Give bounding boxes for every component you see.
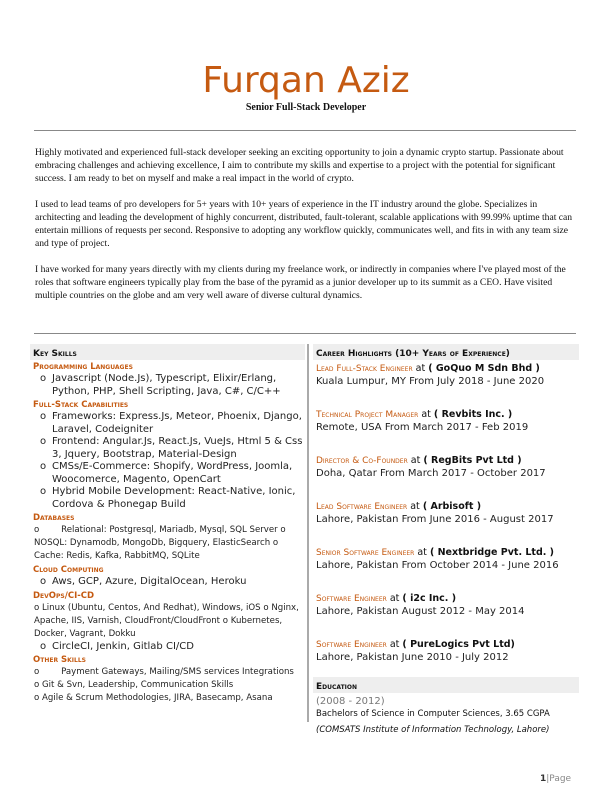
company-name: ( Arbisoft ) — [422, 501, 482, 512]
company-name: ( Revbits Inc. ) — [433, 409, 513, 420]
job-role: Software Engineer — [316, 594, 387, 604]
section-heading: Key Skills — [30, 344, 305, 360]
column-divider — [307, 344, 309, 722]
job-location-dates: Lahore, Pakistan August 2012 - May 2014 — [316, 606, 525, 617]
job-location-dates: Lahore, Pakistan From October 2014 - June 2016 — [316, 560, 559, 571]
candidate-name: Furqan Aziz — [202, 60, 410, 101]
at-label: at — [410, 455, 421, 466]
section-heading: Education — [313, 677, 579, 693]
skill-text: o Linux (Ubuntu, Centos, And Redhat), Windows, iOS o Nginx, Apache, IIS, Varnish, CloudFront/CloudFront o Kubernetes, Docker, Vagrant, Dokku — [34, 602, 299, 639]
page-number: 1 — [540, 774, 547, 784]
subheading: Cloud Computing — [33, 565, 104, 575]
skill-text: o Relational: Postgresql, Mariadb, Mysql, SQL Server o NOSQL: Dynamodb, MongoDb, Bigquery, ElasticSearch o Cache: Redis, Kafka, RabbitMQ, SQLite — [34, 525, 289, 561]
job-role: Lead Full-Stack Engineer — [316, 364, 413, 374]
skill-item: o Frameworks: Express.Js, Meteor, Phoenix, Django, Laravel, Codeigniter — [44, 411, 305, 436]
job-entry — [316, 363, 576, 390]
subheading: Other Skills — [33, 655, 86, 665]
job-role: Senior Software Engineer — [316, 548, 415, 558]
subheading: Programming Languages — [33, 362, 133, 372]
job-location-dates: Remote, USA From March 2017 - Feb 2019 — [316, 422, 529, 433]
company-name: ( Nextbridge Pvt. Ltd. ) — [429, 547, 555, 558]
skill-item: o Javascript (Node.Js), Typescript, Elixir/Erlang, Python, PHP, Shell Scripting, Java, C#, C/C++ — [44, 373, 305, 398]
divider — [34, 130, 576, 131]
job-location-dates: Lahore, Pakistan June 2010 - July 2012 — [316, 652, 509, 663]
at-label: at — [415, 363, 426, 374]
skill-item: o CircleCI, Jenkin, Gitlab CI/CD — [44, 641, 305, 654]
summary-paragraph: Highly motivated and experienced full-stack developer seeking an exciting opportunity to join a dynamic crypto startup. Passionate about embracing challenges and achieving excellence, I aim to contribute my skills and expertise to a project with the potential for significant success. I am ready to bet on myself and make a real impact in the world of crypto. — [35, 147, 564, 184]
job-role: Software Engineer — [316, 640, 387, 650]
summary — [35, 146, 575, 315]
summary-paragraph: I used to lead teams of pro developers for 5+ years with 10+ years of experience in the IT industry around the globe. Specializes in architecting and leading the development of highly concurrent, distributed, fault-tolerant, scalable applications with 99.99% uptime that can entertain millions of requests per second. Responsive to adopting any workflow quickly, communicates well, and fits in with any team size and type of project. — [35, 199, 573, 249]
company-name: ( i2c Inc. ) — [402, 593, 457, 604]
page-label: |Page — [546, 774, 572, 784]
education-degree: Bachelors of Science in Computer Sciences, 3.65 CGPA — [316, 709, 550, 719]
divider — [34, 333, 576, 334]
skill-item: o Frontend: Angular.Js, React.Js, VueJs, Html 5 & Css 3, Jquery, Bootstrap, Material-Design — [44, 436, 305, 461]
job-location-dates: Doha, Qatar From March 2017 - October 2017 — [316, 468, 546, 479]
subheading: DevOps/CI-CD — [33, 590, 95, 601]
subheading: Full-Stack Capabilities — [33, 400, 129, 410]
job-entry — [316, 455, 576, 482]
skill-text: o Agile & Scrum Methodologies, JIRA, Basecamp, Asana — [34, 693, 273, 703]
career-column — [313, 344, 579, 739]
company-name: ( PureLogics Pvt Ltd) — [402, 639, 515, 650]
job-title: Senior Full-Stack Developer — [245, 102, 367, 113]
summary-paragraph: I have worked for many years directly with my clients during my freelance work, or indirectly in companies where I've played most of the roles that software engineers typically play from the base of the pyramid as a junior developer up to its summit as a CEO. Have visited multiple countries on the globe and am very well aware of diverse cultural dynamics. — [35, 264, 566, 301]
job-entry — [316, 593, 576, 620]
job-entry — [316, 409, 576, 436]
job-role: Technical Project Manager — [316, 410, 419, 420]
job-entry — [316, 639, 576, 666]
subheading: Databases — [33, 513, 75, 523]
skills-column — [30, 344, 305, 705]
job-entry — [316, 501, 576, 528]
skill-item: o Aws, GCP, Azure, DigitalOcean, Heroku — [44, 576, 305, 589]
at-label: at — [421, 409, 431, 420]
job-role: Lead Software Engineer — [316, 502, 408, 512]
at-label: at — [417, 547, 427, 558]
job-location-dates: Lahore, Pakistan From June 2016 - August 2017 — [316, 514, 554, 525]
company-name: ( RegBits Pvt Ltd ) — [423, 455, 522, 466]
company-name: ( GoQuo M Sdn Bhd ) — [428, 363, 540, 374]
skill-text: o Payment Gateways, Mailing/SMS services Integrations o Git & Svn, Leadership, Communication Skills — [34, 667, 297, 690]
job-role: Director & Co-Founder — [316, 456, 408, 466]
education-years: (2008 - 2012) — [316, 696, 385, 707]
at-label: at — [389, 639, 400, 650]
job-location-dates: Kuala Lumpur, MY From July 2018 - June 2020 — [316, 376, 545, 387]
section-heading: Career Highlights (10+ Years of Experience) — [313, 344, 579, 360]
job-entry — [316, 547, 576, 574]
skill-item: o Hybrid Mobile Development: React-Native, Ionic, Cordova & Phonegap Build — [44, 486, 305, 511]
skill-item: o CMSs/E-Commerce: Shopify, WordPress, Joomla, Woocomerce, Magento, OpenCart — [44, 461, 305, 486]
education-institute: (COMSATS Institute of Information Technology, Lahore) — [316, 725, 550, 735]
page-footer — [540, 774, 571, 784]
at-label: at — [410, 501, 420, 512]
at-label: at — [389, 593, 400, 604]
